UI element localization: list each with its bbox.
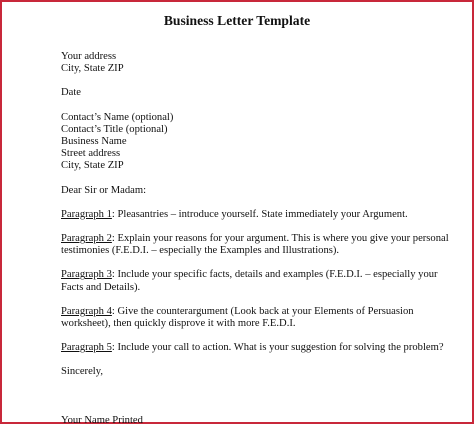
- spacer: [61, 294, 451, 306]
- paragraph-1: [61, 209, 451, 221]
- paragraph-1-label: Paragraph 1: [61, 208, 112, 220]
- spacer: [61, 391, 451, 403]
- paragraph-3: [61, 269, 451, 293]
- paragraph-5-text: : Include your call to action. What is your suggestion for solving the problem?: [111, 342, 444, 354]
- spacer: [61, 379, 451, 391]
- document-title: Business Letter Template: [163, 13, 311, 28]
- salutation: Dear Sir or Madam:: [61, 184, 147, 196]
- spacer: [61, 354, 451, 366]
- paragraph-4-text: : Give the counterargument (Look back at your Elements of Persuasion worksheet), then quickly disprove it with more F.E.D.I.: [61, 305, 414, 330]
- spacer: [61, 221, 451, 233]
- recipient-street: Street address: [61, 148, 121, 160]
- spacer: [61, 257, 451, 269]
- letter-body: [61, 51, 451, 427]
- letter-date: Date: [61, 87, 81, 99]
- paragraph-2: [61, 233, 451, 257]
- recipient-city-state-zip: City, State ZIP: [61, 160, 124, 172]
- paragraph-4: [61, 306, 451, 330]
- paragraph-5-label: Paragraph 5: [61, 342, 112, 354]
- spacer: [61, 75, 451, 87]
- paragraph-2-text: : Explain your reasons for your argument. This is where you give your personal testimonies (F.E.D.I. – especially the Examples and Illustrations).: [61, 233, 449, 257]
- paragraph-2-label: Paragraph 2: [61, 233, 112, 245]
- closing: Sincerely,: [61, 366, 103, 378]
- sender-city-state-zip: City, State ZIP: [61, 63, 124, 75]
- spacer: [61, 173, 451, 185]
- signature-name: Your Name Printed: [61, 414, 143, 426]
- paragraph-3-text: : Include your specific facts, details and examples (F.E.D.I. – especially your Facts and Details).: [61, 269, 438, 293]
- spacer: [61, 197, 451, 209]
- paragraph-4-label: Paragraph 4: [61, 305, 112, 317]
- sender-address: Your address: [61, 51, 117, 62]
- paragraph-1-text: : Pleasantries – introduce yourself. State immediately your Argument.: [111, 208, 408, 220]
- spacer: [61, 330, 451, 342]
- recipient-title: Contact’s Title (optional): [61, 123, 168, 135]
- paragraph-3-label: Paragraph 3: [61, 269, 112, 281]
- recipient-name: Contact’s Name (optional): [61, 111, 174, 123]
- spacer: [61, 100, 451, 112]
- spacer: [61, 403, 451, 415]
- recipient-business: Business Name: [61, 136, 127, 148]
- paragraph-5: [61, 342, 451, 354]
